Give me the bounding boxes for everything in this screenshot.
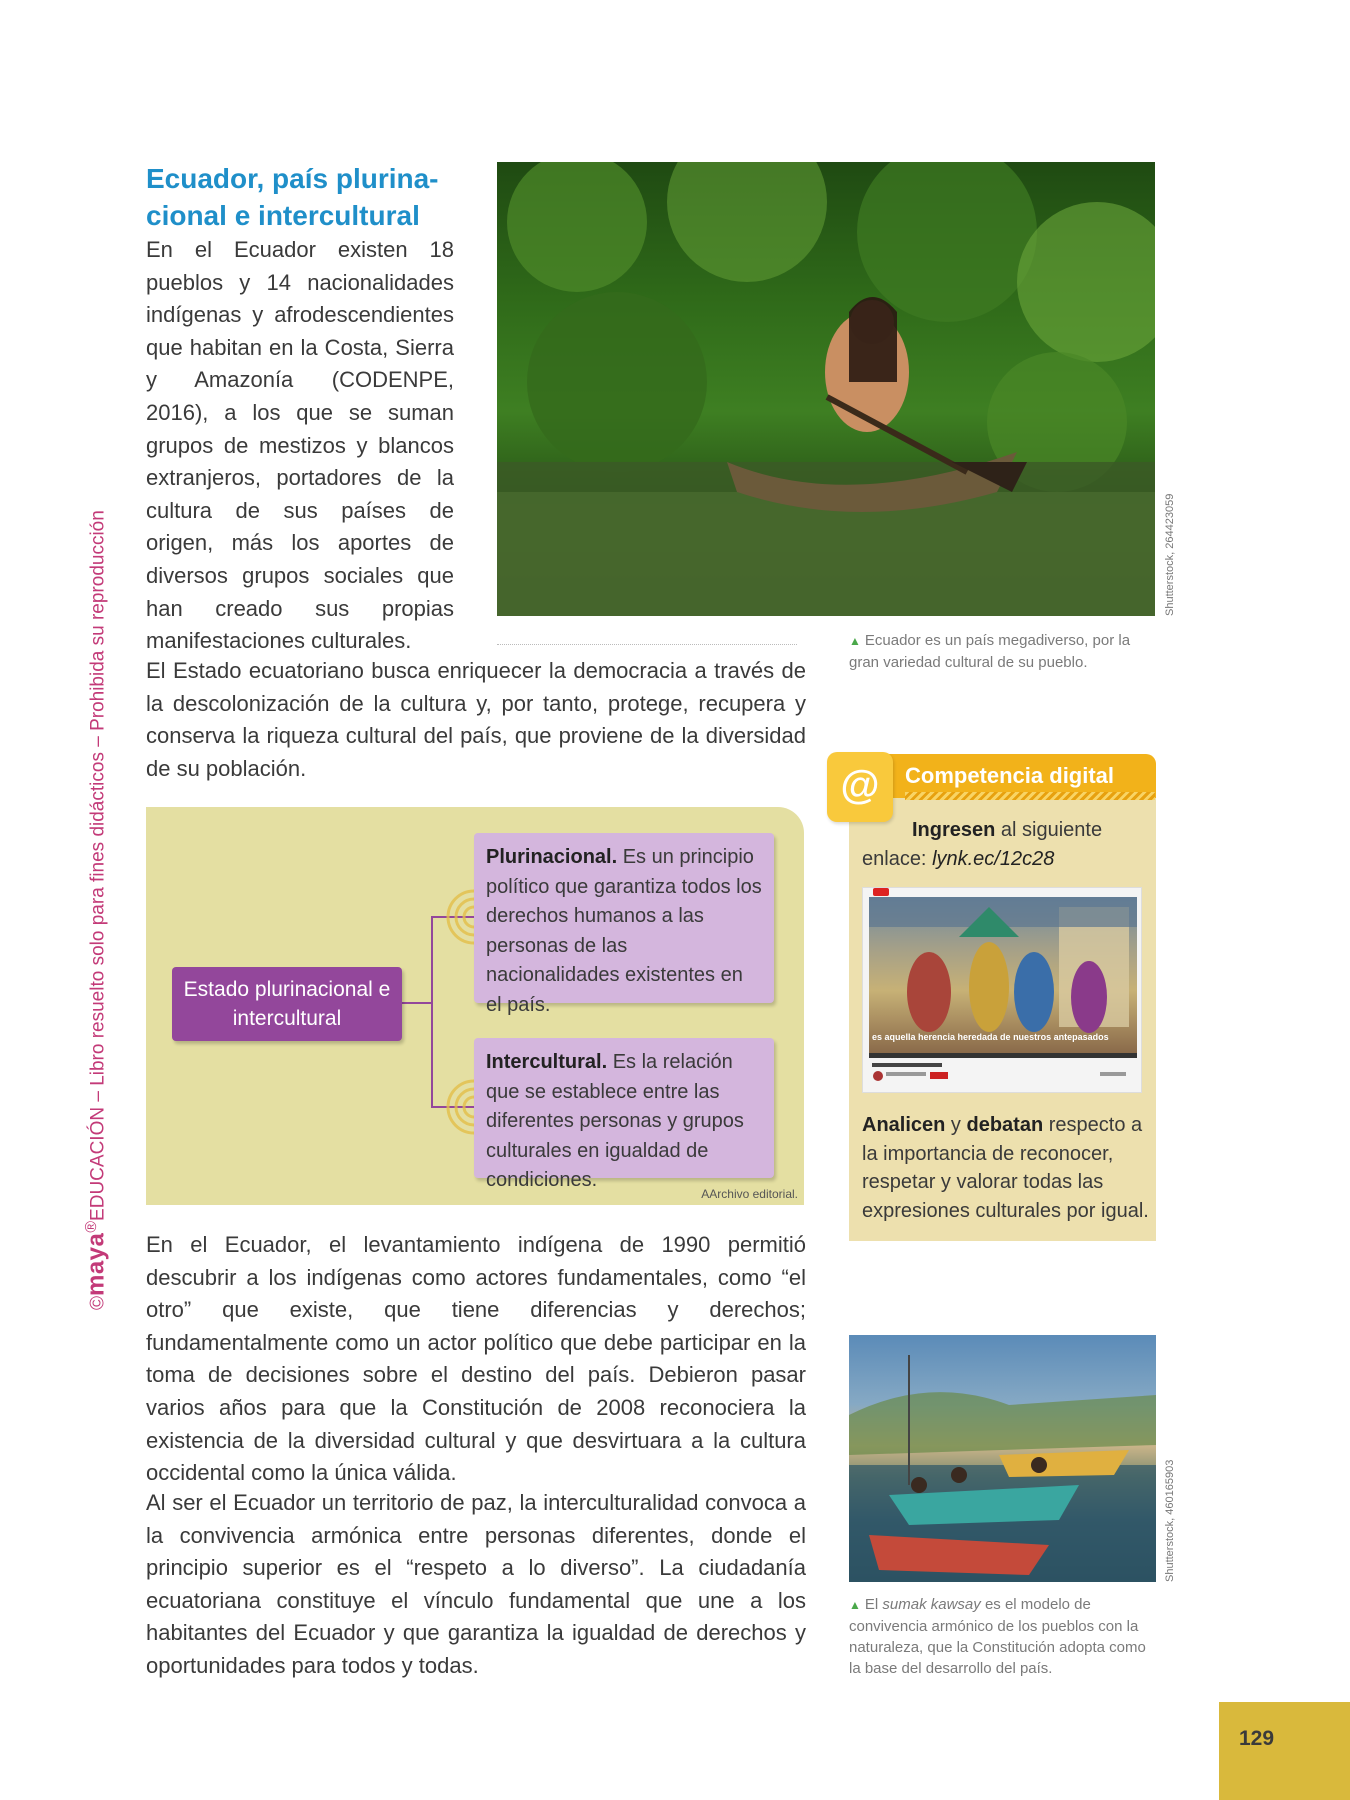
- side-note-text: EDUCACIÓN – Libro resuelto solo para fines didácticos – Prohibida su reproducción: [87, 510, 109, 1221]
- photo2-credit: Shutterstock, 460165903: [1164, 1459, 1176, 1582]
- video-progress-bar[interactable]: [869, 1053, 1137, 1058]
- concept-node-intercultural: [474, 1038, 774, 1191]
- digital-task: [862, 1111, 1152, 1225]
- plurinacional-term: Plurinacional.: [486, 846, 618, 868]
- video-logo-icon: [873, 888, 889, 896]
- paragraph-estado: El Estado ecuatoriano busca enriquecer la democracia a través de la descolonización de la cultura y, por tanto, protege, recupera y conserva la riqueza cultural del país, que proviene de la diversidad de su población.: [146, 658, 806, 781]
- video-meta: [870, 1060, 1130, 1086]
- fishing-boats-illustration: [849, 1335, 1156, 1582]
- canoe-photo: [497, 162, 1155, 616]
- copyright-side-note: [74, 470, 110, 1310]
- video-screen[interactable]: [869, 897, 1137, 1053]
- copyright-symbol: ©: [87, 1296, 109, 1310]
- task-connector: y: [945, 1114, 967, 1136]
- section-title: [146, 160, 446, 234]
- photo1-credit: Shutterstock, 264423059: [1164, 493, 1176, 616]
- photo2-caption-pre: El: [864, 1596, 883, 1613]
- caption-divider: [497, 644, 797, 645]
- photo2-caption: [849, 1594, 1159, 1679]
- task-verb-1: Analicen: [862, 1114, 946, 1136]
- at-sign-icon: @: [827, 752, 893, 822]
- section-title-line2: cional e intercultural: [146, 200, 420, 231]
- intercultural-term: Intercultural.: [486, 1051, 608, 1073]
- concept-main-node: Estado plurinacional e intercultural: [172, 967, 402, 1041]
- registered-mark: ®: [83, 1220, 100, 1233]
- video-meta-illustration: [870, 1060, 1130, 1086]
- intercultural-definition: Es la relación que se establece entre las diferentes personas y grupos culturales en igualdad de condiciones.: [486, 1051, 744, 1191]
- photo1-caption-text: Ecuador es un país megadiverso, por la gran variedad cultural de su pueblo.: [849, 632, 1131, 671]
- photo1-caption: [849, 630, 1159, 673]
- canoe-photo-illustration: [497, 162, 1155, 616]
- digital-competence-title: Competencia digital: [905, 763, 1115, 788]
- caption-triangle-icon: ▲: [849, 634, 861, 648]
- task-text: respecto a la importancia de reconocer, respetar y valorar todas las expresiones culturales por igual.: [862, 1114, 1149, 1222]
- resource-link[interactable]: lynk.ec/12c28: [932, 847, 1055, 870]
- header-stripes: [905, 792, 1155, 800]
- instruction-verb: Ingresen: [912, 819, 996, 841]
- instruction-text: al siguiente enlace:: [862, 819, 1103, 870]
- digital-instruction: [862, 816, 1152, 873]
- paragraph-levantamiento: En el Ecuador, el levantamiento indígena de 1990 permitió descubrir a los indígenas como actores fundamentales, como “el otro” que existe, que tiene diferencias y derechos; fundamentalmente como un actor político que debe participar en la toma de decisiones sobre el destino del país. Debieron pasar varios años para que la Constitución de 2008 reconociera la existencia de la diversidad cultural y que desvirtuara a la cultura occidental como la única válida.: [146, 1232, 806, 1486]
- paragraph-interculturalidad: Al ser el Ecuador un territorio de paz, la interculturalidad convoca a la convivencia armónica entre personas diferentes, donde el principio superior es el “respeto a lo diverso”. La ciudadanía ecuatoriana constituye el vínculo fundamental que une a los habitantes del Ecuador y que garantiza la igualdad de derechos y oportunidades para todos y todas.: [146, 1490, 806, 1678]
- photo2-caption-post: es el modelo de convivencia armónico de los pueblos con la naturaleza, que la Constitución adopta como la base del desarrollo del país.: [849, 1596, 1146, 1677]
- intro-paragraph: En el Ecuador existen 18 pueblos y 14 nacionalidades indígenas y afrodescendientes que habitan en la Costa, Sierra y Amazonía (CODENPE, 2016), a los que se suman grupos de mestizos y blancos extranjeros, portadores de la cultura de sus países de origen, más los aportes de diversos grupos sociales que han creado sus propias manifestaciones culturales.: [146, 237, 454, 654]
- concept-node-plurinacional: [474, 833, 774, 1016]
- concept-map-credit: AArchivo editorial.: [701, 1187, 798, 1201]
- page-number-tab: [1219, 1702, 1350, 1800]
- task-verb-2: debatan: [966, 1114, 1044, 1136]
- caption-triangle-icon: ▲: [849, 1598, 861, 1612]
- plurinacional-definition: Es un principio político que garantiza todos los derechos humanos a las personas de las nacionalidades existentes en el país.: [486, 846, 762, 1016]
- fishing-boats-photo: [849, 1335, 1156, 1582]
- video-illustration: [869, 897, 1137, 1053]
- video-subtitle: es aquella herencia heredada de nuestros antepasados: [872, 1032, 1109, 1042]
- page-number: 129: [1239, 1727, 1275, 1750]
- photo2-caption-term: sumak kawsay: [882, 1596, 981, 1613]
- section-title-line1: Ecuador, país plurina-: [146, 163, 439, 194]
- brand-name: maya: [82, 1232, 110, 1296]
